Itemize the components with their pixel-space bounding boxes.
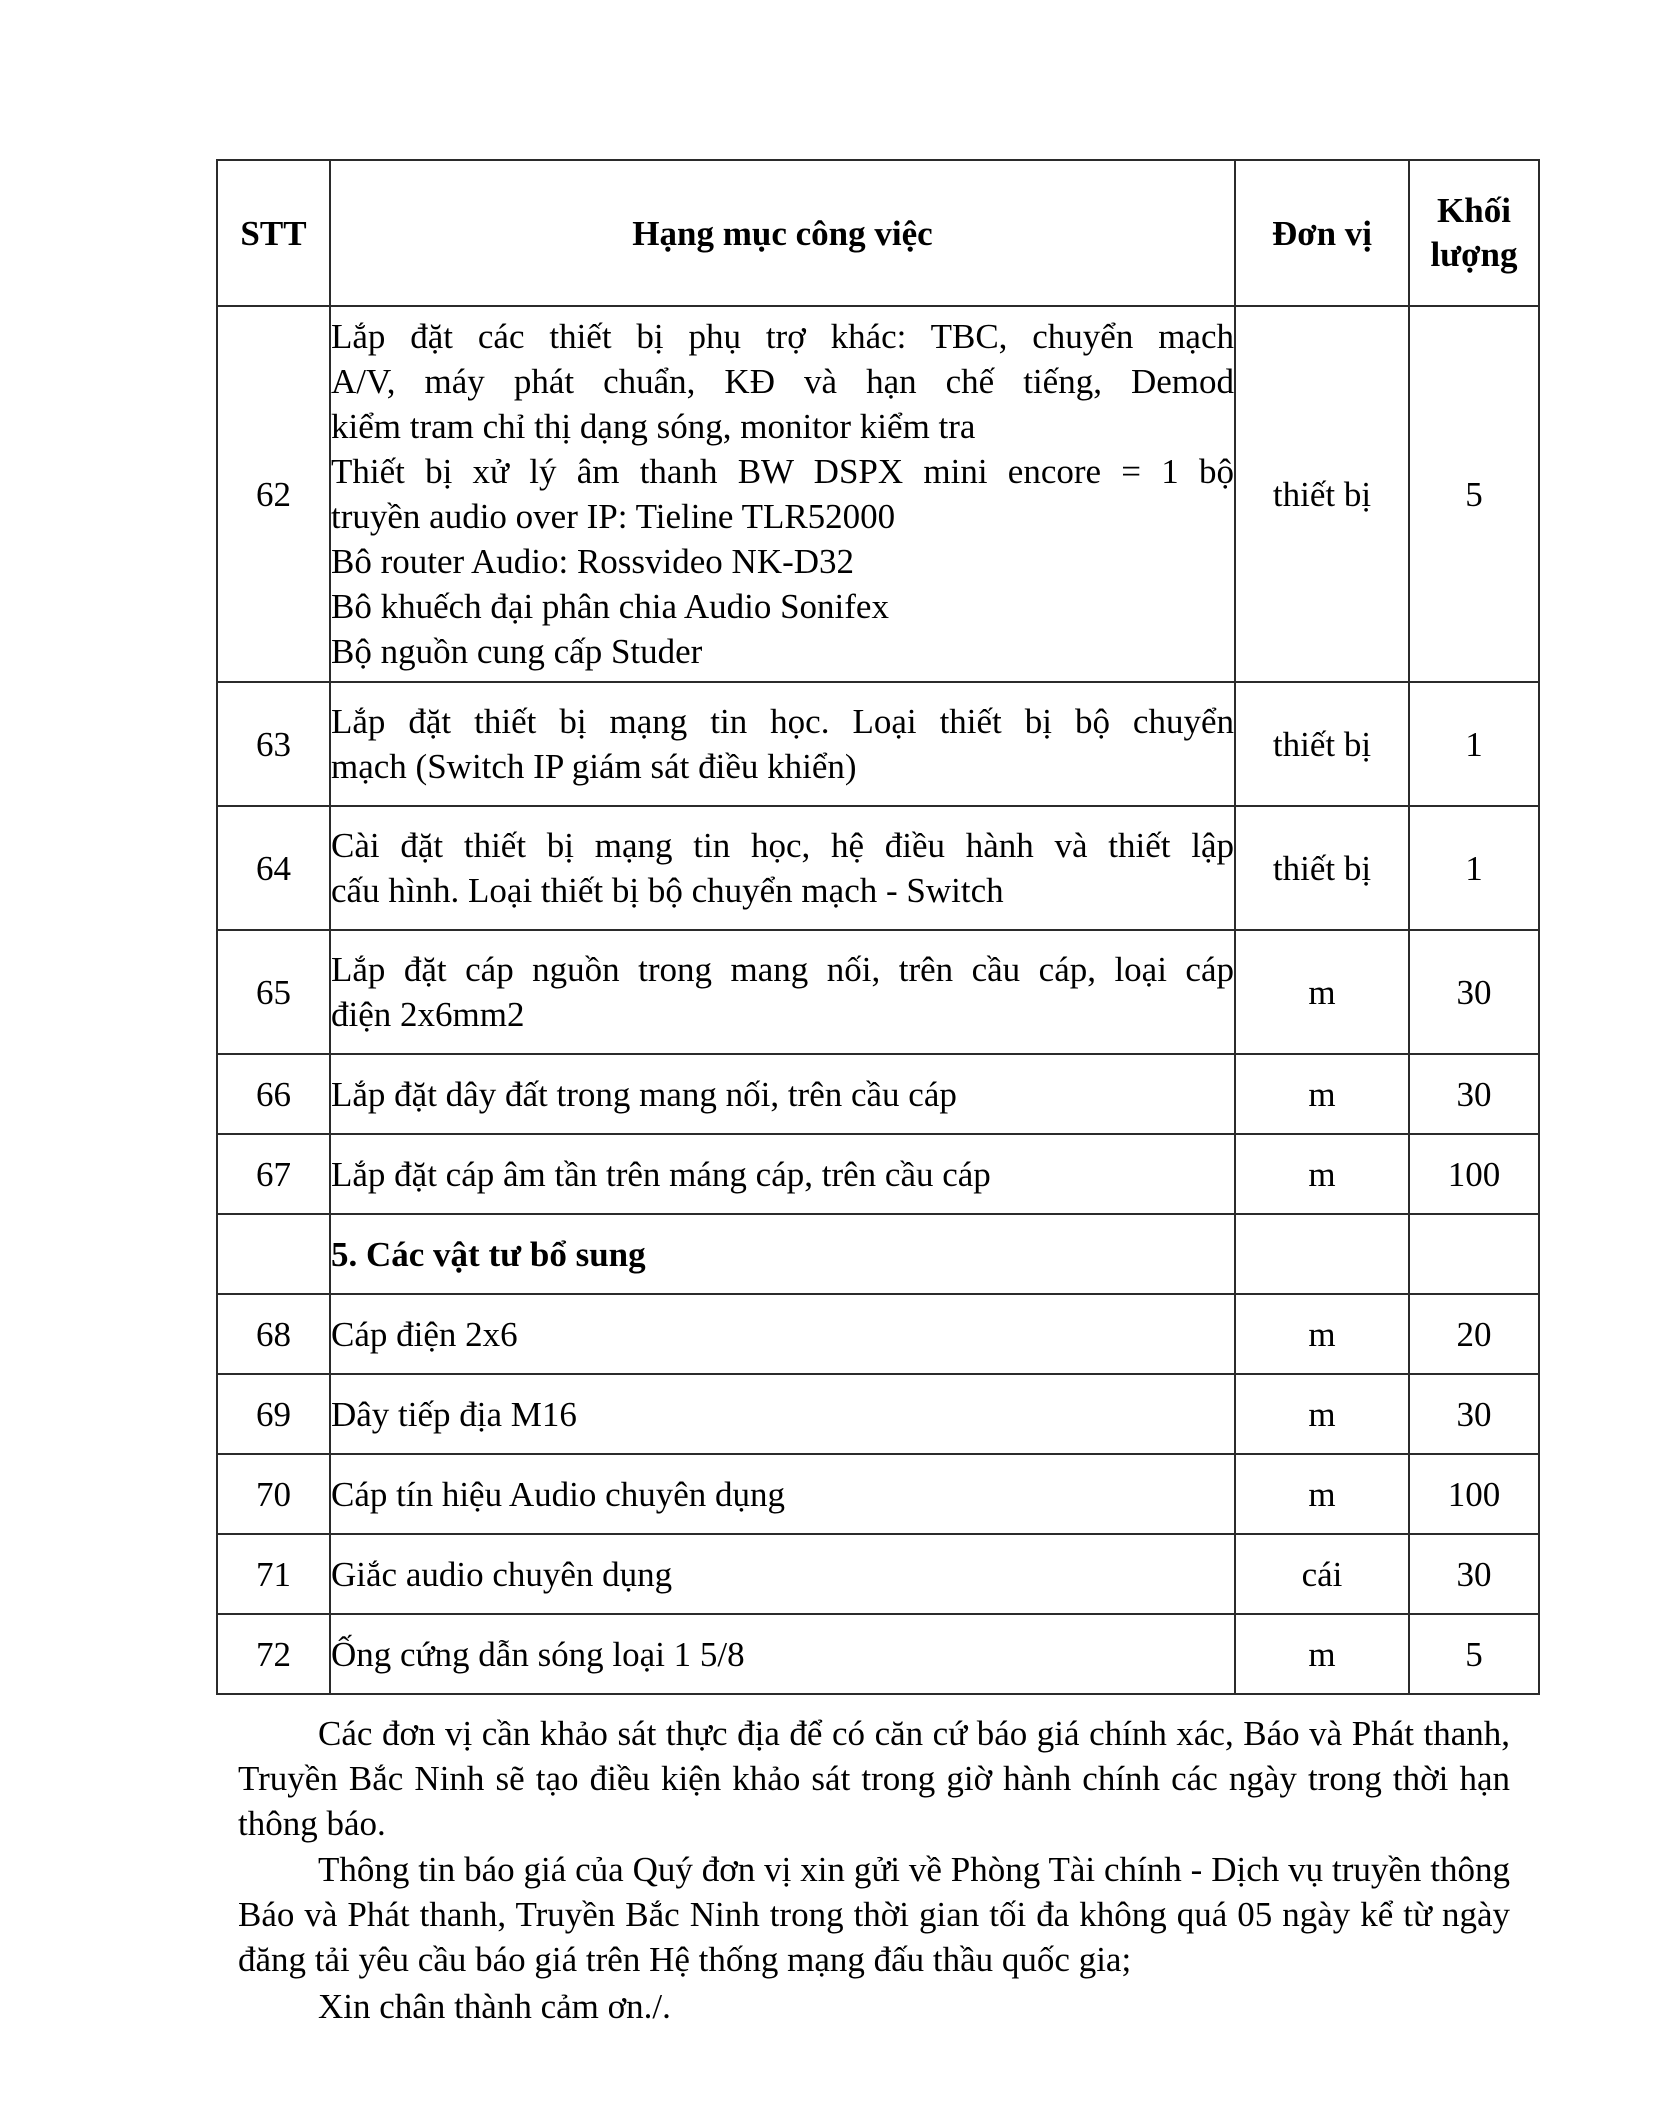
- row-unit: m: [1235, 1134, 1409, 1214]
- item-line: Lắp đặt thiết bị mạng tin học. Loại thiết bị bộ chuyển: [331, 702, 1234, 741]
- table-row: [217, 806, 1539, 930]
- table-row: [217, 1294, 1539, 1374]
- row-item: [330, 930, 1235, 1054]
- table-row: [217, 306, 1539, 682]
- row-stt: 66: [217, 1054, 330, 1134]
- row-quantity: 5: [1409, 306, 1539, 682]
- item-line: cấu hình. Loại thiết bị bộ chuyển mạch - Switch: [331, 871, 1004, 910]
- row-item: Cáp điện 2x6: [330, 1294, 1235, 1374]
- survey-note-paragraph: [238, 1711, 1510, 1846]
- item-line: Bô router Audio: Rossvideo NK-D32: [331, 542, 855, 581]
- row-unit: m: [1235, 1374, 1409, 1454]
- table-row: [217, 682, 1539, 806]
- submission-note-text: Thông tin báo giá của Quý đơn vị xin gửi về Phòng Tài chính - Dịch vụ truyền thông Báo và Phát thanh, Truyền Bắc Ninh trong thời gian tối đa không quá 05 ngày kể từ ngày đăng tải yêu cầu báo giá trên Hệ thống mạng đấu thầu quốc gia;: [238, 1850, 1510, 1979]
- row-unit: cái: [1235, 1534, 1409, 1614]
- row-stt: [217, 1214, 330, 1294]
- row-quantity: 100: [1409, 1134, 1539, 1214]
- item-line: Cài đặt thiết bị mạng tin học, hệ điều hành và thiết lập: [331, 826, 1234, 865]
- row-quantity: 1: [1409, 682, 1539, 806]
- item-line: Thiết bị xử lý âm thanh BW DSPX mini encore = 1 bộ: [331, 452, 1234, 491]
- row-unit: thiết bị: [1235, 682, 1409, 806]
- item-line: điện 2x6mm2: [331, 995, 525, 1034]
- table-row: [217, 1614, 1539, 1694]
- row-stt: 62: [217, 306, 330, 682]
- row-quantity: 20: [1409, 1294, 1539, 1374]
- row-stt: 68: [217, 1294, 330, 1374]
- row-stt: 67: [217, 1134, 330, 1214]
- header-unit: Đơn vị: [1235, 160, 1409, 306]
- row-quantity: 30: [1409, 1374, 1539, 1454]
- row-stt: 64: [217, 806, 330, 930]
- row-unit: thiết bị: [1235, 306, 1409, 682]
- row-item: Lắp đặt cáp âm tần trên máng cáp, trên cầu cáp: [330, 1134, 1235, 1214]
- item-line: Lắp đặt cáp nguồn trong mang nối, trên cầu cáp, loại cáp: [331, 950, 1234, 989]
- item-line: Bộ nguồn cung cấp Studer: [331, 632, 703, 671]
- row-quantity: 100: [1409, 1454, 1539, 1534]
- section-row: [217, 1214, 1539, 1294]
- section-heading: 5. Các vật tư bổ sung: [330, 1214, 1235, 1294]
- item-line: kiểm tram chỉ thị dạng sóng, monitor kiểm tra: [331, 407, 976, 446]
- table-row: [217, 930, 1539, 1054]
- header-stt: STT: [217, 160, 330, 306]
- row-item: [330, 682, 1235, 806]
- table-row: [217, 1054, 1539, 1134]
- item-line: mạch (Switch IP giám sát điều khiển): [331, 747, 857, 786]
- header-quantity: [1409, 160, 1539, 306]
- row-stt: 70: [217, 1454, 330, 1534]
- submission-note-paragraph: [238, 1847, 1510, 1982]
- row-quantity: 1: [1409, 806, 1539, 930]
- row-quantity: 30: [1409, 1534, 1539, 1614]
- header-quantity-line2: lượng: [1430, 235, 1518, 274]
- table-row: [217, 1454, 1539, 1534]
- survey-note-text: Các đơn vị cần khảo sát thực địa để có căn cứ báo giá chính xác, Báo và Phát thanh, Truyền Bắc Ninh sẽ tạo điều kiện khảo sát trong giờ hành chính các ngày trong thời hạn thông báo.: [238, 1714, 1510, 1843]
- row-stt: 65: [217, 930, 330, 1054]
- row-unit: m: [1235, 1614, 1409, 1694]
- row-item: [330, 806, 1235, 930]
- table-row: [217, 1534, 1539, 1614]
- row-unit: [1235, 1214, 1409, 1294]
- row-quantity: 30: [1409, 930, 1539, 1054]
- item-line: A/V, máy phát chuẩn, KĐ và hạn chế tiếng, Demod: [331, 362, 1234, 401]
- item-line: Bô khuếch đại phân chia Audio Sonifex: [331, 587, 889, 626]
- header-item: Hạng mục công việc: [330, 160, 1235, 306]
- row-stt: 71: [217, 1534, 330, 1614]
- row-unit: m: [1235, 930, 1409, 1054]
- header-quantity-line1: Khối: [1437, 191, 1511, 230]
- row-item: Cáp tín hiệu Audio chuyên dụng: [330, 1454, 1235, 1534]
- row-item: Lắp đặt dây đất trong mang nối, trên cầu cáp: [330, 1054, 1235, 1134]
- row-stt: 72: [217, 1614, 330, 1694]
- item-line: Lắp đặt các thiết bị phụ trợ khác: TBC, chuyển mạch: [331, 317, 1234, 356]
- table-row: [217, 1374, 1539, 1454]
- row-unit: m: [1235, 1454, 1409, 1534]
- closing-text: Xin chân thành cảm ơn./.: [318, 1987, 671, 2026]
- row-quantity: 30: [1409, 1054, 1539, 1134]
- row-unit: thiết bị: [1235, 806, 1409, 930]
- row-quantity: [1409, 1214, 1539, 1294]
- row-stt: 63: [217, 682, 330, 806]
- row-stt: 69: [217, 1374, 330, 1454]
- row-unit: m: [1235, 1054, 1409, 1134]
- item-line: truyền audio over IP: Tieline TLR52000: [331, 497, 896, 536]
- work-items-table: [216, 159, 1540, 1695]
- row-item: Ống cứng dẫn sóng loại 1 5/8: [330, 1614, 1235, 1694]
- row-unit: m: [1235, 1294, 1409, 1374]
- row-item: [330, 306, 1235, 682]
- row-quantity: 5: [1409, 1614, 1539, 1694]
- closing-paragraph: [238, 1984, 1510, 2029]
- row-item: Dây tiếp địa M16: [330, 1374, 1235, 1454]
- table-row: [217, 1134, 1539, 1214]
- row-item: Giắc audio chuyên dụng: [330, 1534, 1235, 1614]
- table-header-row: [217, 160, 1539, 306]
